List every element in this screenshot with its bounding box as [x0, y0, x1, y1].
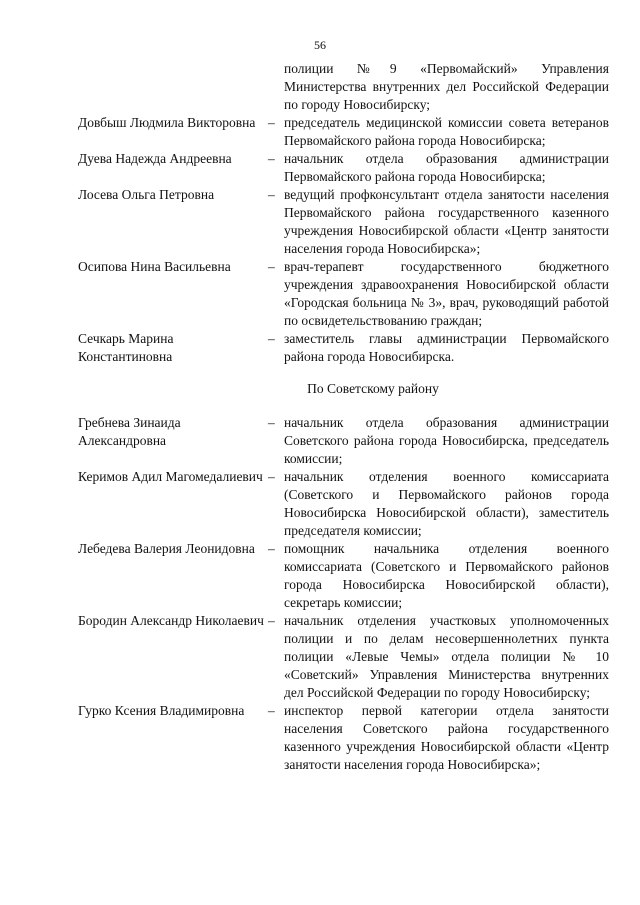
member-position: помощник начальника отделения военного комиссариата (Советского и Первомайского районов города Новосибирска Новосибирской области), секретарь комиссии;: [284, 541, 609, 610]
member-position: начальник отдела образования администрации Первомайского района города Новосибирска;: [284, 151, 609, 184]
member-position: инспектор первой категории отдела занятости населения Советского района государственного казенного учреждения Новосибирской области «Центр занятости населения города Новосибирска»;: [284, 703, 609, 772]
member-position: председатель медицинской комиссии совета ветеранов Первомайского района города Новосибирска;: [284, 115, 609, 148]
dash-separator: –: [268, 541, 275, 556]
document-body: [78, 60, 610, 774]
member-name: Гребнева Зинаида Александровна: [78, 415, 181, 448]
member-entry: [78, 468, 610, 540]
member-position: ведущий профконсультант отдела занятости населения Первомайского района государственного казенного учреждения Новосибирской области «Центр занятости населения города Новосибирска»;: [284, 187, 609, 256]
page-number: 56: [314, 38, 326, 52]
dash-separator: –: [268, 151, 275, 166]
dash-separator: –: [268, 703, 275, 718]
dash-separator: –: [268, 415, 275, 430]
dash-separator: –: [268, 613, 275, 628]
member-position: начальник отдела образования администрации Советского района города Новосибирска, председатель комиссии;: [284, 415, 609, 466]
member-name: Бородин Александр Николаевич: [78, 613, 264, 628]
member-entry: [78, 150, 610, 186]
section2-list: [78, 414, 610, 774]
dash-separator: –: [268, 115, 275, 130]
dash-separator: –: [268, 331, 275, 346]
member-entry: [78, 258, 610, 330]
member-name: Дуева Надежда Андреевна: [78, 151, 232, 166]
member-entry: [78, 414, 610, 468]
member-name: Лосева Ольга Петровна: [78, 187, 215, 202]
member-name: Керимов Адил Магомедалиевич: [78, 469, 263, 484]
dash-separator: –: [268, 259, 275, 274]
member-position: начальник отделения военного комиссариата (Советского и Первомайского районов города Новосибирска Новосибирской области), заместитель председателя комиссии;: [284, 469, 609, 538]
member-entry: [78, 612, 610, 702]
member-name: Осипова Нина Васильевна: [78, 259, 231, 274]
member-entry: [78, 540, 610, 612]
continuation-entry: [78, 60, 610, 114]
member-name: Сечкарь Марина Константиновна: [78, 331, 174, 364]
member-entry: [78, 702, 610, 774]
member-name: Лебедева Валерия Леонидовна: [78, 541, 255, 556]
member-entry: [78, 186, 610, 258]
member-entry: [78, 330, 610, 366]
member-entry: [78, 114, 610, 150]
continuation-text: полиции №9 «Первомайский» Управления Министерства внутренних дел Российской Федерации по городу Новосибирску;: [284, 61, 609, 112]
member-position: начальник отделения участковых уполномоченных полиции и по делам несовершеннолетних пункта полиции «Левые Чемы» отдела полиции № 10 «Советский» Управления Министерства внутренних дел Российской Федерации по городу Новосибирску;: [284, 613, 609, 700]
section1-list: [78, 114, 610, 366]
member-name: Довбыш Людмила Викторовна: [78, 115, 256, 130]
member-name: Гурко Ксения Владимировна: [78, 703, 245, 718]
member-position: врач-терапевт государственного бюджетного учреждения здравоохранения Новосибирской области «Городская больница № 3», врач, руководящий работой по освидетельствованию граждан;: [284, 259, 609, 328]
member-position: заместитель главы администрации Первомайского района города Новосибирска.: [284, 331, 609, 364]
dash-separator: –: [268, 187, 275, 202]
section-heading: По Советскому району: [307, 381, 439, 396]
dash-separator: –: [268, 469, 275, 484]
